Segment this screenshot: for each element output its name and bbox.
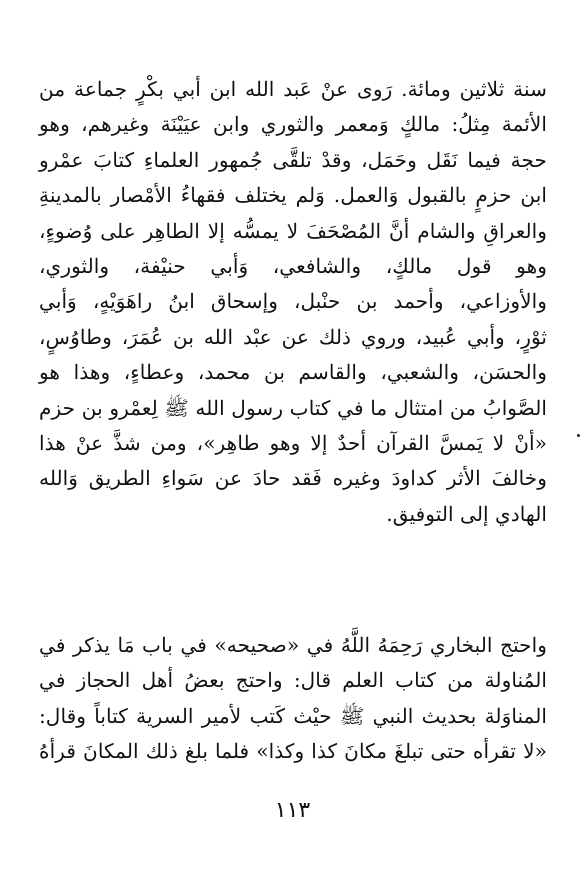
text-line: «لا تقرأه حتى تبلغَ مكانَ كذا وكذا» فلما بلغ ذلك المكانَ قرأهُ xyxy=(39,739,547,764)
paragraph-2 xyxy=(39,628,547,770)
text-line: ثوْرٍ، وأبي عُبيد، وروي ذلك عن عبْد الله بن عُمَرَ، وطاوُسٍ، xyxy=(39,324,547,349)
text-line: ابن حزمٍ بالقبول وَالعمل. وَلم يختلف فقهاءُ الأمْصار بالمدينةِ xyxy=(39,183,547,208)
text-line: «أنْ لا يَمسَّ القرآن أحدٌ إلا وهو طاهِر»، ومن شذَّ عنْ هذا xyxy=(39,430,547,455)
text-line: والأوزاعي، وأحمد بن حنْبل، وإسحاق ابنُ راهَوَيْهٍ، وَأبي xyxy=(39,289,547,314)
page-number: ١١٣ xyxy=(274,798,311,823)
text-line: الأئمة مِثلُ: مالكٍ وَمعمر والثوري وابن عيَيْنَة وغيرهم، وهو xyxy=(39,112,547,137)
text-line: والحسَن، والشعبي، والقاسم بن محمد، وعطاءٍ، وهذا هو xyxy=(39,360,547,385)
text-line: والعراقِ والشام أنَّ المُصْحَفَ لا يمسُّه إلا الطاهِر على وُضوءٍ، xyxy=(39,218,547,243)
text-line: واحتج البخاري رَحِمَهُ اللَّهُ في «صحيحه» في باب مَا يذكر في xyxy=(39,633,547,657)
paragraph-1 xyxy=(39,72,547,532)
text-line: المناوَلة بحديث النبي ﷺ حيْث كَتب لأمير السرية كتاباً وقال: xyxy=(39,703,547,728)
text-line: الصَّوابُ من امتثال ما في كتاب رسول الله ﷺ لِعمْرو بن حزم xyxy=(39,395,547,420)
margin-mark xyxy=(577,434,580,437)
text-line: المُناولة من كتاب العلم قال: واحتج بعضُ أهل الحجاز في xyxy=(39,668,547,693)
text-line: سنة ثلاثين ومائة. رَوى عنْ عَبد الله ابن أبي بكْرٍ جماعة من xyxy=(39,77,547,101)
text-line: وهو قول مالكٍ، والشافعي، وَأبي حنيْفة، والثوري، xyxy=(39,253,547,278)
text-line: حجة فيما نَقَل وحَمَل، وقدْ تلقَّى جُمهور العلماءِ كتابَ عمْرو xyxy=(39,147,547,172)
text-line-last: الهادي إلى التوفيق. xyxy=(386,501,547,526)
text-line: وخالفَ الأثر كداودَ وغيره فَقد حادَ عن سَواءِ الطريق وَالله xyxy=(39,466,547,491)
